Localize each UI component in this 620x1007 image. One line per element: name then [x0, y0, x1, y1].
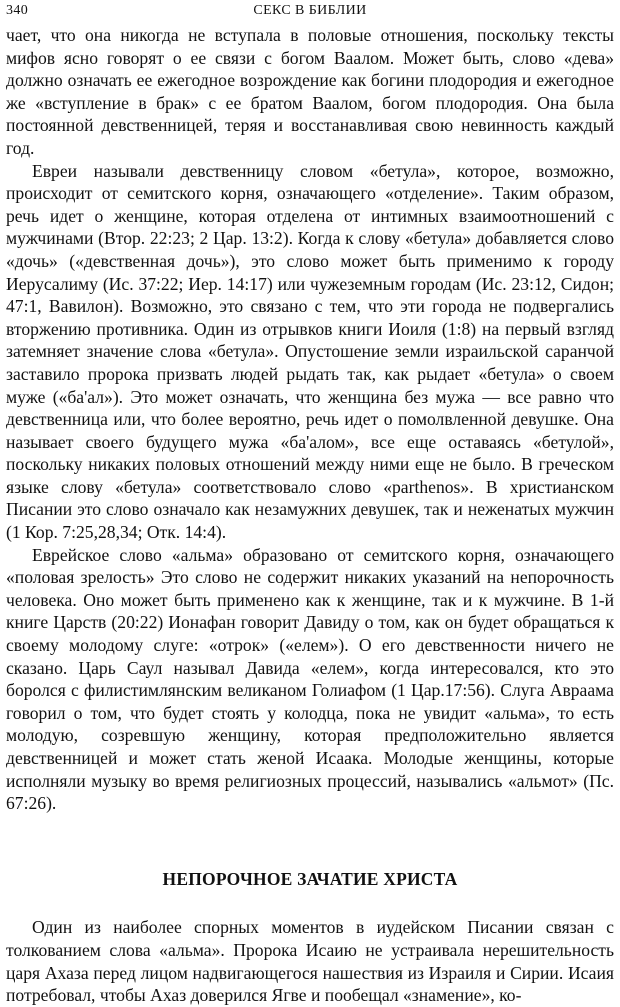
running-title: СЕКС В БИБЛИИ	[253, 3, 367, 18]
page-number: 340	[6, 3, 29, 18]
paragraph: Один из наиболее спорных моментов в иудейском Писании связан с толкованием слова «альма». Пророка Исаию не устраивала нерешительность царя Ахаза перед лицом надвигающегося нашествия из Израиля и Сирии. Исаия потребовал, чтобы Ахаз доверился Ягве и пообещал «знамение», ко-	[6, 917, 614, 1006]
body-text	[6, 24, 614, 1007]
paragraph: Еврейское слово «альма» образовано от семитского корня, означающего «половая зрелость» Это слово не содержит никаких указаний на непорочность человека. Оно может быть применено как к женщине, так и к мужчине. В 1-й книге Царств (20:22) Ионафан говорит Давиду о том, как он будет обращаться к своему молодому слуге: «отрок» («елем»). О его девственности ничего не сказано. Царь Саул называл Давида «елем», когда интересовался, кто это боролся с филистимлянским великаном Голиафом (1 Цар.17:56). Слуга Авраама говорил о том, что будет стоять у колодца, пока не увидит «альма», то есть молодую, созревшую женщину, которая предположительно является девственницей и может стать женой Исаака. Молодые женщины, которые исполняли музыку во время религиозных процессий, назывались «альмот» (Пс. 67:26).	[6, 544, 614, 814]
page-header	[6, 0, 614, 24]
paragraph: Евреи называли девственницу словом «бетула», которое, возможно, происходит от семитского корня, означающего «отделение». Таким образом, речь идет о женщине, которая отделена от интимных взаимоотношений с мужчинами (Втор. 22:23; 2 Цар. 13:2). Когда к слову «бетула» добавляется слово «дочь» («девственная дочь»), это слово может быть применимо к городу Иерусалиму (Ис. 37:22; Иер. 14:17) или чужеземным городам (Ис. 23:12, Сидон; 47:1, Вавилон). Возможно, это связано с тем, что эти города не подвергались вторжению противника. Один из отрывков книги Иоиля (1:8) на первый взгляд затемняет значение слова «бетула». Опустошение земли израильской саранчой заставило пророка призвать людей рыдать так, как рыдает «бетула» о своем муже («ба'ал»). Это может означать, что женщина без мужа — все равно что девственница или, что более вероятно, речь идет о помолвленной девушке. Она называет своего будущего мужа «ба'алом», все еще оставаясь «бетулой», поскольку никаких половых отношений между ними еще не было. В греческом языке слову «бетула» соответствовало слово «parthenos». В христианском Писании это слово означало как незамужних девушек, так и неженатых мужчин (1 Кор. 7:25,28,34; Отк. 14:4).	[6, 160, 614, 543]
section-heading: НЕПОРОЧНОЕ ЗАЧАТИЕ ХРИСТА	[162, 868, 458, 889]
paragraph: чает, что она никогда не вступала в половые отношения, поскольку тексты мифов ясно говорят о ее связи с богом Ваалом. Может быть, слово «дева» должно означать ее ежегодное возрождение как богини плодородия и ежегодное же «вступление в брак» с ее братом Ваалом, богом плодородия. Она была постоянной девственницей, теряя и восстанавливая свою невинность каждый год.	[6, 25, 614, 158]
